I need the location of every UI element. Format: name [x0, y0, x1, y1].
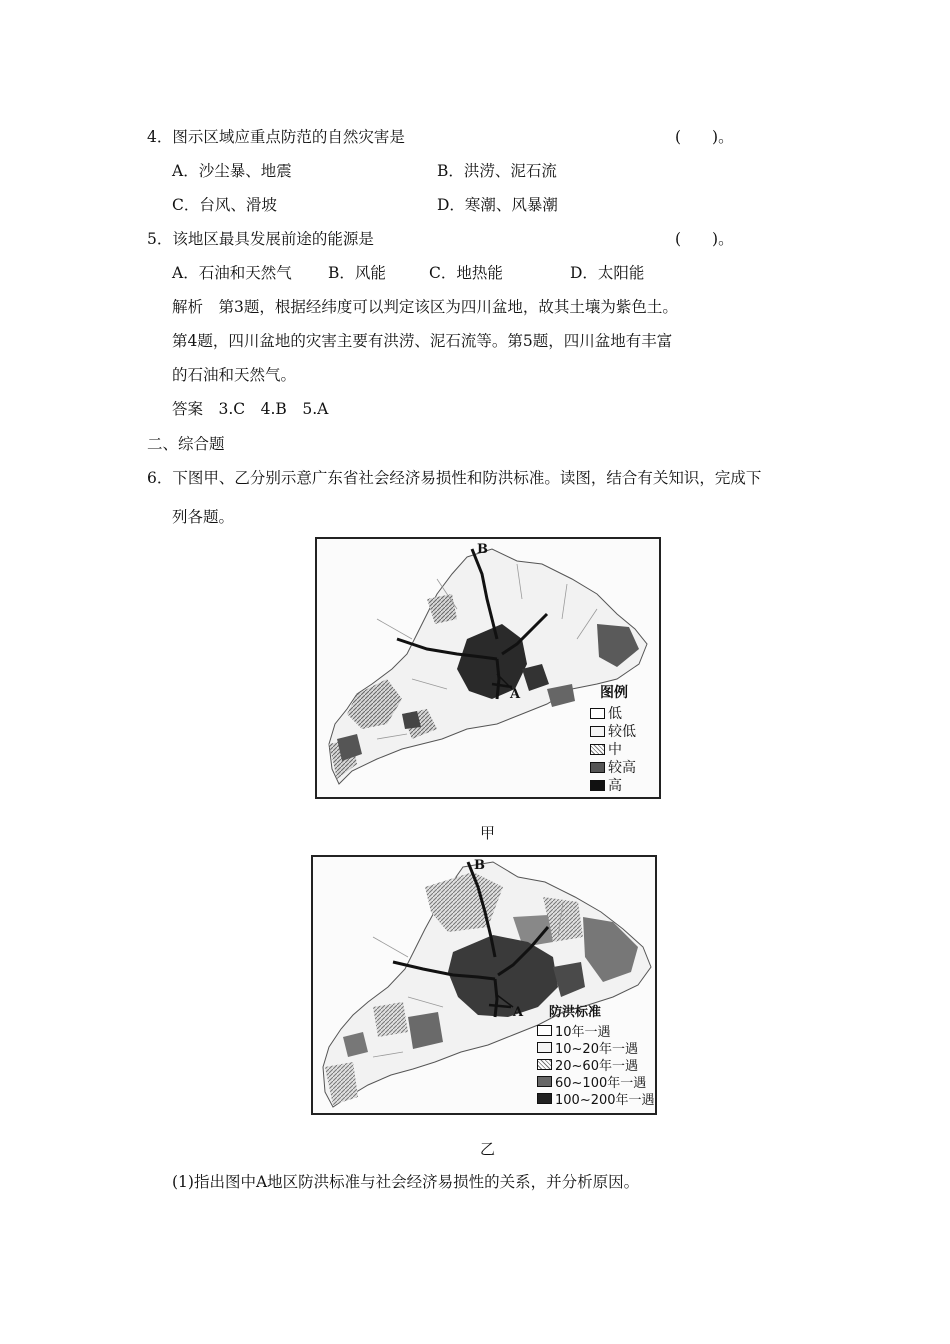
- q5-option-a: A．石油和天然气: [172, 264, 292, 282]
- legend-row-medium: 中: [590, 740, 636, 758]
- legend-swatch: [590, 726, 605, 737]
- q5-option-b: B．风能: [328, 264, 386, 282]
- map-jia-label-a: A: [510, 687, 521, 702]
- legend-row-100-200: 100~200年一遇: [537, 1090, 655, 1107]
- q4-answer-paren: ( )。: [675, 128, 734, 146]
- map-jia: [315, 537, 661, 799]
- legend-row-10-20: 10~20年一遇: [537, 1039, 655, 1056]
- legend-swatch: [537, 1042, 552, 1053]
- map-yi-label-a: A: [513, 1005, 524, 1020]
- legend-row-low: 低: [590, 704, 636, 722]
- sub-question-1: (1)指出图中A地区防洪标准与社会经济易损性的关系，并分析原因。: [172, 1173, 640, 1191]
- analysis-line-1: 解析 第3题，根据经纬度可以判定该区为四川盆地，故其土壤为紫色土。: [172, 298, 678, 316]
- q4-option-c: C．台风、滑坡: [172, 196, 277, 214]
- legend-swatch: [590, 744, 605, 755]
- legend-swatch: [537, 1059, 552, 1070]
- q5-option-d: D．太阳能: [570, 264, 645, 282]
- legend-swatch: [537, 1025, 552, 1036]
- legend-swatch: [590, 708, 605, 719]
- map-yi-label-b: B: [474, 858, 485, 873]
- q5-answer-paren: ( )。: [675, 230, 734, 248]
- q4-option-a: A．沙尘暴、地震: [172, 162, 292, 180]
- legend-swatch: [537, 1076, 552, 1087]
- q4-option-b: B．洪涝、泥石流: [437, 162, 557, 180]
- section-heading: 二、综合题: [147, 435, 225, 453]
- map-yi: [311, 855, 657, 1115]
- map-yi-caption: 乙: [480, 1140, 496, 1158]
- legend-row-20-60: 20~60年一遇: [537, 1056, 655, 1073]
- legend-title: 图例: [600, 685, 628, 701]
- legend-swatch: [590, 780, 605, 791]
- legend-row-high: 高: [590, 776, 636, 794]
- answer-line: 答案 3.C 4.B 5.A: [172, 400, 329, 418]
- analysis-line-2: 第4题，四川盆地的灾害主要有洪涝、泥石流等。第5题，四川盆地有丰富: [172, 332, 673, 350]
- map-jia-caption: 甲: [480, 824, 496, 842]
- legend-row-10: 10年一遇: [537, 1022, 655, 1039]
- map-jia-legend: [590, 682, 636, 794]
- q6-stem-line-2: 列各题。: [172, 508, 235, 526]
- map-yi-legend: [537, 1001, 655, 1107]
- analysis-line-3: 的石油和天然气。: [172, 366, 297, 384]
- legend-row-higher: 较高: [590, 758, 636, 776]
- legend-swatch: [537, 1093, 552, 1104]
- legend-swatch: [590, 762, 605, 773]
- q5-option-c: C．地热能: [429, 264, 503, 282]
- legend-row-lower: 较低: [590, 722, 636, 740]
- legend-title: 防洪标准: [549, 1005, 602, 1020]
- map-jia-label-b: B: [477, 542, 488, 557]
- q4-option-d: D．寒潮、风暴潮: [437, 196, 558, 214]
- q4-stem: 4．图示区域应重点防范的自然灾害是: [147, 128, 405, 146]
- q6-stem-line-1: 6．下图甲、乙分别示意广东省社会经济易损性和防洪标准。读图，结合有关知识，完成下: [147, 469, 762, 487]
- legend-row-60-100: 60~100年一遇: [537, 1073, 655, 1090]
- q5-stem: 5．该地区最具发展前途的能源是: [147, 230, 374, 248]
